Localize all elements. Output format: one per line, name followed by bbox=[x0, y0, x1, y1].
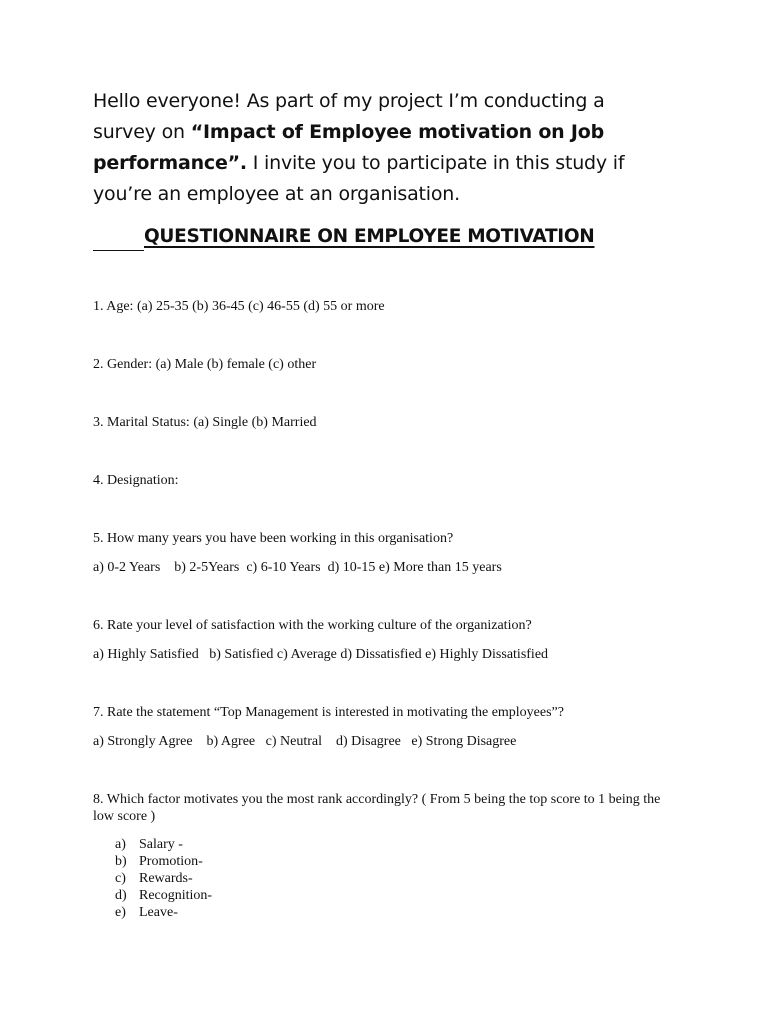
motivation-factor-list bbox=[115, 836, 212, 921]
motivation-factor-label: Rewards- bbox=[139, 871, 193, 886]
question-satisfaction: 6. Rate your level of satisfaction with the working culture of the organization? bbox=[93, 618, 532, 633]
question-age: 1. Age: (a) 25-35 (b) 36-45 (c) 46-55 (d) 55 or more bbox=[93, 299, 385, 314]
question-designation: 4. Designation: bbox=[93, 473, 179, 488]
motivation-factor-letter: a) bbox=[115, 837, 126, 852]
intro-paragraph bbox=[93, 86, 653, 210]
motivation-factor-letter: b) bbox=[115, 854, 127, 869]
question-years-options: a) 0-2 Years b) 2-5Years c) 6-10 Years d) 10-15 e) More than 15 years bbox=[93, 560, 502, 575]
motivation-factor-label: Salary - bbox=[139, 837, 183, 852]
question-satisfaction-options: a) Highly Satisfied b) Satisfied c) Average d) Dissatisfied e) Highly Dissatisfied bbox=[93, 647, 549, 662]
survey-title: “Impact of Employee motivation on Job performance”. bbox=[93, 121, 605, 174]
motivation-factor-letter: d) bbox=[115, 888, 127, 903]
question-years-working: 5. How many years you have been working in this organisation? bbox=[93, 531, 454, 546]
questionnaire-heading bbox=[93, 223, 653, 251]
intro-text-start: Hello everyone! As part of my project I’m conducting a survey on bbox=[93, 90, 605, 143]
question-management-options: a) Strongly Agree b) Agree c) Neutral d) Disagree e) Strong Disagree bbox=[93, 734, 517, 749]
intro-text-end: I invite you to participate in this study if you’re an employee at an organisation. bbox=[93, 152, 625, 205]
motivation-factor-item bbox=[115, 853, 212, 870]
question-gender: 2. Gender: (a) Male (b) female (c) other bbox=[93, 357, 317, 372]
motivation-factor-letter: c) bbox=[115, 871, 126, 886]
motivation-factor-item bbox=[115, 870, 212, 887]
motivation-factor-item bbox=[115, 836, 212, 853]
question-management-statement: 7. Rate the statement “Top Management is interested in motivating the employees”? bbox=[93, 705, 564, 720]
questionnaire-title: QUESTIONNAIRE ON EMPLOYEE MOTIVATION bbox=[144, 226, 595, 247]
motivation-factor-letter: e) bbox=[115, 905, 126, 920]
motivation-factor-label: Promotion- bbox=[139, 854, 203, 869]
motivation-factor-item bbox=[115, 887, 212, 904]
motivation-factor-label: Leave- bbox=[139, 905, 178, 920]
motivation-factor-item bbox=[115, 904, 212, 921]
motivation-factor-label: Recognition- bbox=[139, 888, 213, 903]
question-motivation-factor: 8. Which factor motivates you the most rank accordingly? ( From 5 being the top score to 1 being the low score ) bbox=[93, 792, 661, 824]
heading-underline-lead bbox=[93, 228, 144, 251]
question-marital-status: 3. Marital Status: (a) Single (b) Married bbox=[93, 415, 317, 430]
